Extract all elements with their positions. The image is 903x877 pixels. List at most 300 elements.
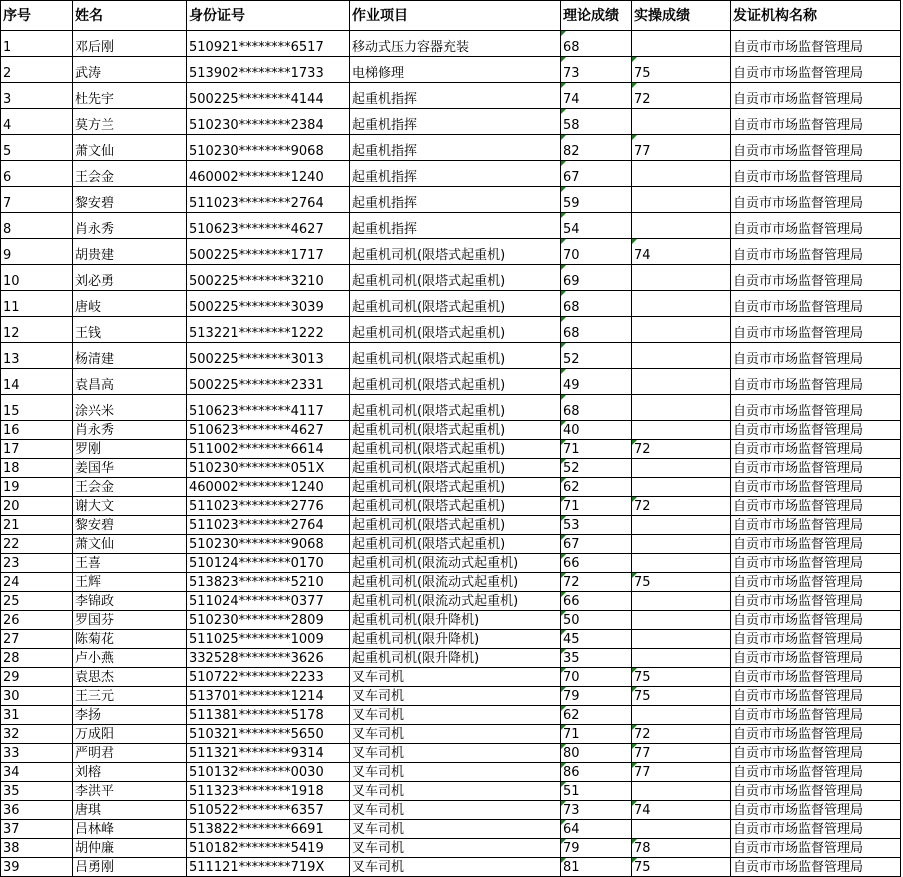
cell-name: 王辉 — [73, 573, 187, 592]
cell-id-number: 510921********6517 — [187, 31, 350, 57]
cell-id-number: 513823********5210 — [187, 573, 350, 592]
cell-theory-score: 35 — [561, 649, 632, 668]
cell-seq: 36 — [1, 801, 73, 820]
table-row — [1, 611, 901, 630]
cell-seq: 25 — [1, 592, 73, 611]
cell-issuing-authority: 自贡市市场监督管理局 — [731, 317, 901, 343]
cell-practical-score — [632, 343, 731, 369]
table-row — [1, 687, 901, 706]
cell-issuing-authority: 自贡市市场监督管理局 — [731, 239, 901, 265]
cell-issuing-authority: 自贡市市场监督管理局 — [731, 706, 901, 725]
cell-issuing-authority: 自贡市市场监督管理局 — [731, 801, 901, 820]
cell-work-item: 起重机司机(限流动式起重机) — [350, 573, 561, 592]
table-row — [1, 592, 901, 611]
cell-issuing-authority: 自贡市市场监督管理局 — [731, 31, 901, 57]
cell-id-number: 500225********1717 — [187, 239, 350, 265]
cell-seq: 37 — [1, 820, 73, 839]
table-row — [1, 135, 901, 161]
cell-name: 袁思杰 — [73, 668, 187, 687]
cell-seq: 39 — [1, 858, 73, 877]
cell-practical-score — [632, 611, 731, 630]
cell-seq: 29 — [1, 668, 73, 687]
cell-name: 王会金 — [73, 478, 187, 497]
cell-theory-score: 54 — [561, 213, 632, 239]
cell-issuing-authority: 自贡市市场监督管理局 — [731, 187, 901, 213]
cell-seq: 35 — [1, 782, 73, 801]
cell-work-item: 叉车司机 — [350, 687, 561, 706]
cell-practical-score — [632, 706, 731, 725]
table-row — [1, 239, 901, 265]
cell-issuing-authority: 自贡市市场监督管理局 — [731, 213, 901, 239]
cell-id-number: 513701********1214 — [187, 687, 350, 706]
table-row — [1, 478, 901, 497]
cell-name: 罗国芬 — [73, 611, 187, 630]
table-row — [1, 763, 901, 782]
cell-issuing-authority: 自贡市市场监督管理局 — [731, 440, 901, 459]
cell-issuing-authority: 自贡市市场监督管理局 — [731, 291, 901, 317]
cell-theory-score: 70 — [561, 239, 632, 265]
cell-theory-score: 80 — [561, 744, 632, 763]
cell-name: 刘榕 — [73, 763, 187, 782]
cell-issuing-authority: 自贡市市场监督管理局 — [731, 573, 901, 592]
cell-name: 杨清建 — [73, 343, 187, 369]
cell-name: 王三元 — [73, 687, 187, 706]
cell-seq: 23 — [1, 554, 73, 573]
cell-name: 陈菊花 — [73, 630, 187, 649]
cell-work-item: 起重机指挥 — [350, 213, 561, 239]
cell-issuing-authority: 自贡市市场监督管理局 — [731, 135, 901, 161]
cell-theory-score: 79 — [561, 687, 632, 706]
cell-name: 杜先宇 — [73, 83, 187, 109]
cell-name: 王钱 — [73, 317, 187, 343]
cell-practical-score: 74 — [632, 239, 731, 265]
cell-work-item: 起重机司机(限升降机) — [350, 611, 561, 630]
cell-seq: 2 — [1, 57, 73, 83]
cell-practical-score — [632, 630, 731, 649]
cell-theory-score: 71 — [561, 497, 632, 516]
table-row — [1, 109, 901, 135]
cell-theory-score: 72 — [561, 573, 632, 592]
cell-practical-score — [632, 395, 731, 421]
cell-work-item: 起重机司机(限塔式起重机) — [350, 516, 561, 535]
cell-seq: 19 — [1, 478, 73, 497]
cell-issuing-authority: 自贡市市场监督管理局 — [731, 459, 901, 478]
cell-name: 王喜 — [73, 554, 187, 573]
cell-issuing-authority: 自贡市市场监督管理局 — [731, 820, 901, 839]
cell-issuing-authority: 自贡市市场监督管理局 — [731, 649, 901, 668]
header-theory-score: 理论成绩 — [561, 1, 632, 31]
cell-theory-score: 73 — [561, 57, 632, 83]
cell-issuing-authority: 自贡市市场监督管理局 — [731, 763, 901, 782]
cell-work-item: 叉车司机 — [350, 706, 561, 725]
cell-issuing-authority: 自贡市市场监督管理局 — [731, 725, 901, 744]
cell-id-number: 500225********2331 — [187, 369, 350, 395]
cell-name: 肖永秀 — [73, 213, 187, 239]
cell-name: 肖永秀 — [73, 421, 187, 440]
cell-practical-score — [632, 369, 731, 395]
cell-issuing-authority: 自贡市市场监督管理局 — [731, 109, 901, 135]
cell-practical-score — [632, 459, 731, 478]
cell-theory-score: 68 — [561, 31, 632, 57]
header-seq: 序号 — [1, 1, 73, 31]
cell-name: 黎安碧 — [73, 516, 187, 535]
cell-id-number: 510230********9068 — [187, 535, 350, 554]
cell-name: 李锦政 — [73, 592, 187, 611]
cell-name: 萧文仙 — [73, 535, 187, 554]
cell-practical-score — [632, 782, 731, 801]
cell-id-number: 511002********6614 — [187, 440, 350, 459]
table-row — [1, 706, 901, 725]
table-row — [1, 83, 901, 109]
cell-practical-score — [632, 478, 731, 497]
cell-name: 严明君 — [73, 744, 187, 763]
cell-seq: 8 — [1, 213, 73, 239]
cell-seq: 10 — [1, 265, 73, 291]
cell-theory-score: 50 — [561, 611, 632, 630]
cell-seq: 6 — [1, 161, 73, 187]
header-row — [1, 1, 901, 31]
cell-id-number: 511023********2776 — [187, 497, 350, 516]
cell-practical-score: 72 — [632, 440, 731, 459]
table-row — [1, 820, 901, 839]
cell-practical-score — [632, 649, 731, 668]
cell-seq: 21 — [1, 516, 73, 535]
cell-seq: 34 — [1, 763, 73, 782]
cell-theory-score: 49 — [561, 369, 632, 395]
cell-name: 吕林峰 — [73, 820, 187, 839]
cell-theory-score: 73 — [561, 801, 632, 820]
cell-practical-score — [632, 592, 731, 611]
cell-name: 胡仲廉 — [73, 839, 187, 858]
cell-work-item: 起重机司机(限升降机) — [350, 649, 561, 668]
table-row — [1, 57, 901, 83]
table-row — [1, 459, 901, 478]
cell-issuing-authority: 自贡市市场监督管理局 — [731, 343, 901, 369]
cell-theory-score: 71 — [561, 725, 632, 744]
cell-name: 涂兴米 — [73, 395, 187, 421]
cell-name: 李扬 — [73, 706, 187, 725]
cell-practical-score: 77 — [632, 763, 731, 782]
cell-work-item: 起重机司机(限塔式起重机) — [350, 421, 561, 440]
cell-work-item: 起重机司机(限塔式起重机) — [350, 459, 561, 478]
cell-id-number: 510722********2233 — [187, 668, 350, 687]
table-row — [1, 554, 901, 573]
cell-seq: 31 — [1, 706, 73, 725]
cell-practical-score — [632, 820, 731, 839]
cell-practical-score — [632, 109, 731, 135]
table-row — [1, 801, 901, 820]
cell-theory-score: 59 — [561, 187, 632, 213]
cell-practical-score — [632, 421, 731, 440]
cell-work-item: 叉车司机 — [350, 801, 561, 820]
cell-name: 武涛 — [73, 57, 187, 83]
cell-work-item: 起重机指挥 — [350, 109, 561, 135]
cell-name: 王会金 — [73, 161, 187, 187]
cell-practical-score — [632, 554, 731, 573]
cell-name: 吕勇刚 — [73, 858, 187, 877]
cell-practical-score: 77 — [632, 744, 731, 763]
table-row — [1, 161, 901, 187]
cell-theory-score: 79 — [561, 839, 632, 858]
cell-issuing-authority: 自贡市市场监督管理局 — [731, 687, 901, 706]
cell-work-item: 起重机司机(限塔式起重机) — [350, 440, 561, 459]
cell-name: 胡贵建 — [73, 239, 187, 265]
cell-work-item: 起重机司机(限升降机) — [350, 630, 561, 649]
cell-practical-score — [632, 516, 731, 535]
cell-issuing-authority: 自贡市市场监督管理局 — [731, 592, 901, 611]
cell-id-number: 510230********9068 — [187, 135, 350, 161]
cell-id-number: 510230********051X — [187, 459, 350, 478]
cell-work-item: 移动式压力容器充装 — [350, 31, 561, 57]
cell-work-item: 起重机司机(限流动式起重机) — [350, 592, 561, 611]
cell-work-item: 叉车司机 — [350, 820, 561, 839]
cell-work-item: 叉车司机 — [350, 858, 561, 877]
cell-id-number: 510321********5650 — [187, 725, 350, 744]
cell-id-number: 511321********9314 — [187, 744, 350, 763]
cell-id-number: 332528********3626 — [187, 649, 350, 668]
cell-theory-score: 52 — [561, 459, 632, 478]
cell-id-number: 511323********1918 — [187, 782, 350, 801]
cell-seq: 27 — [1, 630, 73, 649]
cell-work-item: 起重机指挥 — [350, 187, 561, 213]
cell-id-number: 510623********4117 — [187, 395, 350, 421]
cell-id-number: 511121********719X — [187, 858, 350, 877]
cell-id-number: 510230********2384 — [187, 109, 350, 135]
table-row — [1, 744, 901, 763]
cell-theory-score: 70 — [561, 668, 632, 687]
cell-id-number: 513221********1222 — [187, 317, 350, 343]
cell-theory-score: 66 — [561, 554, 632, 573]
cell-id-number: 510230********2809 — [187, 611, 350, 630]
cell-seq: 7 — [1, 187, 73, 213]
cell-work-item: 起重机司机(限塔式起重机) — [350, 239, 561, 265]
table-row — [1, 668, 901, 687]
cell-work-item: 叉车司机 — [350, 668, 561, 687]
cell-work-item: 叉车司机 — [350, 725, 561, 744]
cell-id-number: 513822********6691 — [187, 820, 350, 839]
cell-issuing-authority: 自贡市市场监督管理局 — [731, 478, 901, 497]
cell-theory-score: 69 — [561, 265, 632, 291]
cell-seq: 14 — [1, 369, 73, 395]
cell-theory-score: 66 — [561, 592, 632, 611]
cell-id-number: 500225********3210 — [187, 265, 350, 291]
cell-seq: 38 — [1, 839, 73, 858]
table-row — [1, 858, 901, 877]
cell-theory-score: 64 — [561, 820, 632, 839]
cell-work-item: 叉车司机 — [350, 744, 561, 763]
cell-issuing-authority: 自贡市市场监督管理局 — [731, 83, 901, 109]
cell-work-item: 起重机司机(限塔式起重机) — [350, 395, 561, 421]
cell-practical-score: 77 — [632, 135, 731, 161]
cell-issuing-authority: 自贡市市场监督管理局 — [731, 744, 901, 763]
cell-work-item: 起重机司机(限塔式起重机) — [350, 343, 561, 369]
cell-practical-score: 75 — [632, 573, 731, 592]
cell-id-number: 513902********1733 — [187, 57, 350, 83]
cell-practical-score — [632, 317, 731, 343]
table-row — [1, 535, 901, 554]
cell-theory-score: 45 — [561, 630, 632, 649]
cell-work-item: 起重机指挥 — [350, 135, 561, 161]
cell-seq: 15 — [1, 395, 73, 421]
cell-seq: 17 — [1, 440, 73, 459]
cell-theory-score: 68 — [561, 291, 632, 317]
cell-theory-score: 86 — [561, 763, 632, 782]
cell-issuing-authority: 自贡市市场监督管理局 — [731, 782, 901, 801]
table-row — [1, 782, 901, 801]
cell-name: 卢小燕 — [73, 649, 187, 668]
cell-id-number: 511023********2764 — [187, 516, 350, 535]
cell-seq: 20 — [1, 497, 73, 516]
cell-practical-score: 72 — [632, 83, 731, 109]
cell-name: 唐琪 — [73, 801, 187, 820]
table-row — [1, 516, 901, 535]
cell-practical-score — [632, 291, 731, 317]
cell-id-number: 500225********3013 — [187, 343, 350, 369]
cell-theory-score: 68 — [561, 395, 632, 421]
cell-work-item: 起重机司机(限塔式起重机) — [350, 265, 561, 291]
cell-practical-score: 78 — [632, 839, 731, 858]
cell-practical-score: 72 — [632, 725, 731, 744]
table-row — [1, 630, 901, 649]
cell-name: 袁昌高 — [73, 369, 187, 395]
header-name: 姓名 — [73, 1, 187, 31]
table-row — [1, 839, 901, 858]
cell-theory-score: 52 — [561, 343, 632, 369]
cell-issuing-authority: 自贡市市场监督管理局 — [731, 395, 901, 421]
cell-theory-score: 68 — [561, 317, 632, 343]
cell-id-number: 510124********0170 — [187, 554, 350, 573]
cell-name: 莫方兰 — [73, 109, 187, 135]
table-row — [1, 369, 901, 395]
cell-theory-score: 58 — [561, 109, 632, 135]
cell-practical-score: 75 — [632, 57, 731, 83]
cell-theory-score: 67 — [561, 535, 632, 554]
cell-practical-score — [632, 535, 731, 554]
cell-work-item: 起重机指挥 — [350, 161, 561, 187]
table-row — [1, 573, 901, 592]
cell-seq: 13 — [1, 343, 73, 369]
cell-work-item: 叉车司机 — [350, 839, 561, 858]
cell-theory-score: 51 — [561, 782, 632, 801]
table-row — [1, 213, 901, 239]
cell-seq: 24 — [1, 573, 73, 592]
cell-name: 李洪平 — [73, 782, 187, 801]
cell-work-item: 叉车司机 — [350, 763, 561, 782]
cell-seq: 3 — [1, 83, 73, 109]
cell-seq: 33 — [1, 744, 73, 763]
cell-work-item: 起重机司机(限塔式起重机) — [350, 369, 561, 395]
cell-seq: 28 — [1, 649, 73, 668]
cell-id-number: 510182********5419 — [187, 839, 350, 858]
table-row — [1, 421, 901, 440]
table-row — [1, 317, 901, 343]
table-row — [1, 187, 901, 213]
cell-issuing-authority: 自贡市市场监督管理局 — [731, 57, 901, 83]
cell-issuing-authority: 自贡市市场监督管理局 — [731, 265, 901, 291]
cell-practical-score — [632, 213, 731, 239]
cell-theory-score: 62 — [561, 706, 632, 725]
cell-name: 谢大文 — [73, 497, 187, 516]
cell-issuing-authority: 自贡市市场监督管理局 — [731, 839, 901, 858]
cell-work-item: 叉车司机 — [350, 782, 561, 801]
cell-practical-score: 75 — [632, 687, 731, 706]
cell-seq: 11 — [1, 291, 73, 317]
cell-name: 唐岐 — [73, 291, 187, 317]
cell-seq: 16 — [1, 421, 73, 440]
cell-work-item: 起重机司机(限塔式起重机) — [350, 478, 561, 497]
cell-id-number: 510132********0030 — [187, 763, 350, 782]
cell-work-item: 起重机司机(限塔式起重机) — [350, 535, 561, 554]
cell-issuing-authority: 自贡市市场监督管理局 — [731, 497, 901, 516]
cell-seq: 5 — [1, 135, 73, 161]
cell-id-number: 511025********1009 — [187, 630, 350, 649]
header-work-item: 作业项目 — [350, 1, 561, 31]
cell-issuing-authority: 自贡市市场监督管理局 — [731, 611, 901, 630]
cell-practical-score: 75 — [632, 668, 731, 687]
cell-id-number: 510522********6357 — [187, 801, 350, 820]
table-row — [1, 265, 901, 291]
table-row — [1, 725, 901, 744]
cell-seq: 32 — [1, 725, 73, 744]
cell-work-item: 起重机司机(限塔式起重机) — [350, 291, 561, 317]
cell-id-number: 460002********1240 — [187, 161, 350, 187]
cell-practical-score: 72 — [632, 497, 731, 516]
cell-id-number: 500225********3039 — [187, 291, 350, 317]
cell-name: 罗刚 — [73, 440, 187, 459]
header-practical-score: 实操成绩 — [632, 1, 731, 31]
cell-work-item: 起重机指挥 — [350, 83, 561, 109]
cell-work-item: 起重机司机(限塔式起重机) — [350, 317, 561, 343]
table-row — [1, 649, 901, 668]
cell-issuing-authority: 自贡市市场监督管理局 — [731, 630, 901, 649]
cell-seq: 4 — [1, 109, 73, 135]
cell-id-number: 500225********4144 — [187, 83, 350, 109]
cell-practical-score — [632, 187, 731, 213]
cell-work-item: 电梯修理 — [350, 57, 561, 83]
cell-issuing-authority: 自贡市市场监督管理局 — [731, 554, 901, 573]
cell-seq: 9 — [1, 239, 73, 265]
cell-issuing-authority: 自贡市市场监督管理局 — [731, 421, 901, 440]
cell-issuing-authority: 自贡市市场监督管理局 — [731, 535, 901, 554]
cell-practical-score — [632, 31, 731, 57]
cell-theory-score: 71 — [561, 440, 632, 459]
cell-name: 万成阳 — [73, 725, 187, 744]
cell-name: 萧文仙 — [73, 135, 187, 161]
cell-seq: 30 — [1, 687, 73, 706]
cell-name: 黎安碧 — [73, 187, 187, 213]
cell-name: 刘必勇 — [73, 265, 187, 291]
cell-name: 邓后刚 — [73, 31, 187, 57]
cell-name: 姜国华 — [73, 459, 187, 478]
cell-theory-score: 81 — [561, 858, 632, 877]
cell-id-number: 511024********0377 — [187, 592, 350, 611]
table-row — [1, 440, 901, 459]
table-row — [1, 343, 901, 369]
cell-theory-score: 40 — [561, 421, 632, 440]
cell-seq: 1 — [1, 31, 73, 57]
cell-theory-score: 82 — [561, 135, 632, 161]
cell-issuing-authority: 自贡市市场监督管理局 — [731, 668, 901, 687]
cell-practical-score: 74 — [632, 801, 731, 820]
cell-practical-score — [632, 161, 731, 187]
cell-work-item: 起重机司机(限塔式起重机) — [350, 497, 561, 516]
table-row — [1, 395, 901, 421]
cell-practical-score: 75 — [632, 858, 731, 877]
cell-seq: 12 — [1, 317, 73, 343]
table-row — [1, 497, 901, 516]
cell-issuing-authority: 自贡市市场监督管理局 — [731, 369, 901, 395]
cell-id-number: 510623********4627 — [187, 421, 350, 440]
